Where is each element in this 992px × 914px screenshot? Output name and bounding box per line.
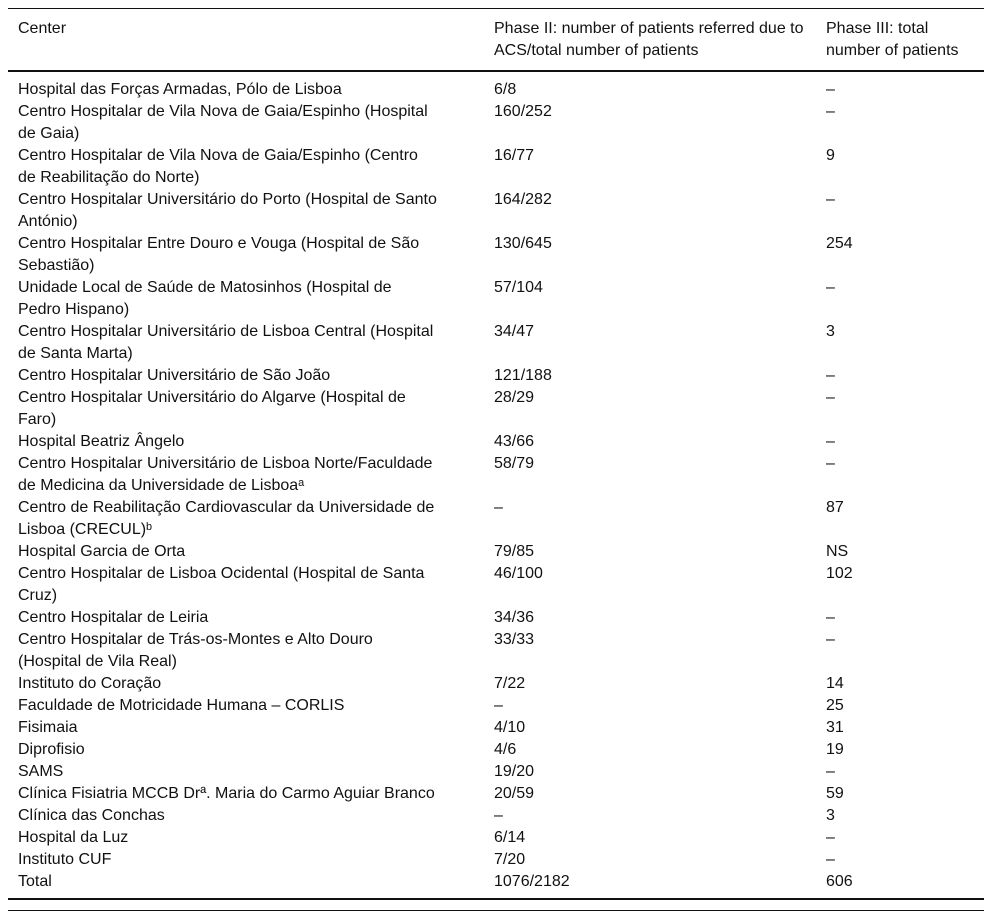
phase3-cell: – [826,609,835,626]
phase3-cell: – [826,191,835,208]
center-cell: Centro Hospitalar de Trás-os-Montes e Alto Douro (Hospital de Vila Real) [18,631,373,670]
table-row [8,607,984,629]
center-cell: Centro Hospitalar Universitário de Lisboa Central (Hospital de Santa Marta) [18,323,434,362]
center-cell: Centro Hospitalar Universitário de São João [18,367,331,384]
table-row [8,497,984,541]
table-row [8,431,984,453]
phase3-cell: – [826,433,835,450]
center-cell: Hospital Garcia de Orta [18,543,186,560]
phase3-cell: – [826,851,835,868]
table-row [8,365,984,387]
phase2-cell: 6/14 [494,829,526,846]
phase3-cell: 9 [826,147,835,164]
table-body [8,71,984,899]
phase3-cell: 25 [826,697,844,714]
phase2-cell: 33/33 [494,631,535,648]
phase2-cell: 46/100 [494,565,543,582]
center-cell: Centro Hospitalar Universitário do Porto (Hospital de Santo António) [18,191,437,230]
center-cell: Centro Hospitalar Universitário de Lisboa Norte/Faculdade de Medicina da Universidade de Lisboaᵃ [18,455,433,494]
header-row [8,9,984,72]
phase2-cell: 58/79 [494,455,535,472]
phase3-cell: – [826,103,835,120]
center-cell: Centro de Reabilitação Cardiovascular da Universidade de Lisboa (CRECUL)ᵇ [18,499,435,538]
phase3-cell: 3 [826,323,835,340]
phase3-cell: – [826,389,835,406]
phase2-cell: 79/85 [494,543,535,560]
table-row [8,695,984,717]
phase3-cell: 19 [826,741,844,758]
phase3-cell: 31 [826,719,844,736]
col-header-center: Center [8,9,484,72]
phase2-cell: 16/77 [494,147,535,164]
table-header [8,9,984,72]
bottom-rule [8,910,984,911]
phase2-cell: 28/29 [494,389,535,406]
table-row [8,277,984,321]
table-row [8,629,984,673]
table-row [8,563,984,607]
phase3-cell: – [826,631,835,648]
table-row [8,101,984,145]
table-row [8,145,984,189]
table-row [8,673,984,695]
phase2-cell: 1076/2182 [494,873,570,890]
total-row [8,871,984,899]
phase3-cell: 254 [826,235,853,252]
phase2-cell: – [494,807,503,824]
table-row [8,321,984,365]
phase3-cell: – [826,367,835,384]
center-cell: Centro Hospitalar de Vila Nova de Gaia/Espinho (Hospital de Gaia) [18,103,428,142]
phase2-cell: 34/47 [494,323,535,340]
phase2-cell: 160/252 [494,103,552,120]
phase2-cell: – [494,697,503,714]
center-cell: Centro Hospitalar Universitário do Algarve (Hospital de Faro) [18,389,406,428]
phase2-cell: 43/66 [494,433,535,450]
phase2-cell: 57/104 [494,279,543,296]
phase2-cell: 4/10 [494,719,526,736]
center-cell: SAMS [18,763,64,780]
phase2-cell: 130/645 [494,235,552,252]
center-cell: Total [18,873,52,890]
phase2-cell: 7/20 [494,851,526,868]
phase3-cell: – [826,763,835,780]
center-cell: Centro Hospitalar de Vila Nova de Gaia/Espinho (Centro de Reabilitação do Norte) [18,147,418,186]
table-row [8,71,984,101]
phase2-cell: 19/20 [494,763,535,780]
phase2-cell: 164/282 [494,191,552,208]
center-cell: Diprofisio [18,741,85,758]
phase3-cell: – [826,455,835,472]
center-cell: Instituto CUF [18,851,112,868]
table-row [8,233,984,277]
table-row [8,453,984,497]
phase3-cell: 59 [826,785,844,802]
phase3-cell: NS [826,543,849,560]
phase2-cell: 20/59 [494,785,535,802]
phase2-cell: 121/188 [494,367,552,384]
phase2-cell: 34/36 [494,609,535,626]
phase2-cell: 4/6 [494,741,517,758]
center-cell: Centro Hospitalar de Leiria [18,609,209,626]
center-cell: Centro Hospitalar de Lisboa Ocidental (Hospital de Santa Cruz) [18,565,425,604]
phase3-cell: 102 [826,565,853,582]
phase2-cell: 6/8 [494,81,517,98]
table-row [8,717,984,739]
table-row [8,805,984,827]
phase3-cell: 87 [826,499,844,516]
phase3-cell: – [826,81,835,98]
center-cell: Clínica Fisiatria MCCB Drª. Maria do Carmo Aguiar Branco [18,785,435,802]
phase3-cell: – [826,279,835,296]
col-header-phase3: Phase III: total number of patients [816,9,984,72]
table-row [8,849,984,871]
table-row [8,783,984,805]
table-row [8,827,984,849]
center-cell: Fisimaia [18,719,78,736]
center-cell: Hospital das Forças Armadas, Pólo de Lisboa [18,81,342,98]
table-row [8,541,984,563]
table-row [8,739,984,761]
phase2-cell: 7/22 [494,675,526,692]
center-cell: Centro Hospitalar Entre Douro e Vouga (Hospital de São Sebastião) [18,235,420,274]
center-cell: Hospital da Luz [18,829,129,846]
patients-table [8,8,984,900]
phase3-cell: 3 [826,807,835,824]
center-cell: Clínica das Conchas [18,807,165,824]
table-row [8,387,984,431]
phase3-cell: 14 [826,675,844,692]
phase2-cell: – [494,499,503,516]
center-cell: Faculdade de Motricidade Humana – CORLIS [18,697,345,714]
table-row [8,189,984,233]
phase3-cell: 606 [826,873,853,890]
center-cell: Unidade Local de Saúde de Matosinhos (Hospital de Pedro Hispano) [18,279,392,318]
center-cell: Instituto do Coração [18,675,162,692]
center-cell: Hospital Beatriz Ângelo [18,433,185,450]
col-header-phase2: Phase II: number of patients referred due to ACS/total number of patients [484,9,816,72]
table-row [8,761,984,783]
phase3-cell: – [826,829,835,846]
